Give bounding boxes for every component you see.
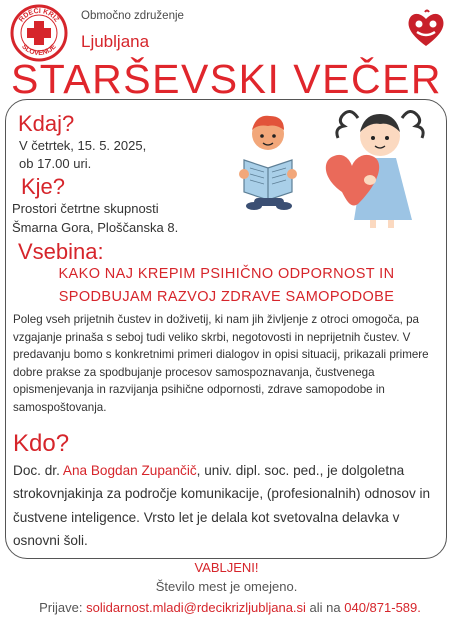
page-title: STARŠEVSKI VEČER <box>10 56 443 102</box>
speaker-bio: , univ. dipl. soc. ped., je dolgoletna strokovnjakinja za področje komunikacije, (profesionalnih) odnosov in čustvene inteligence. Vrsto let je delala kot svetovalna delavka v osnovni šoli. <box>13 463 431 548</box>
girl-heart-icon <box>326 111 423 228</box>
boy-reading-icon <box>239 116 297 210</box>
contact-phone[interactable]: 040/871-589. <box>344 600 421 615</box>
logo-text-bottom: SLOVENIJE <box>20 43 58 58</box>
apply-label: Prijave: <box>39 600 87 615</box>
who-heading: Kdo? <box>13 430 70 457</box>
where-place: Prostori četrtne skupnosti <box>12 201 159 216</box>
children-illustration <box>230 108 430 228</box>
content-heading: Vsebina: <box>18 239 104 264</box>
who-text <box>13 459 441 552</box>
registration-info <box>20 598 440 618</box>
where-heading: Kje? <box>21 174 66 199</box>
logo-text-top: RDEČI KRIŽ <box>18 7 60 24</box>
org-line: Območno združenje <box>81 10 184 22</box>
speaker-title: Doc. dr. <box>13 463 63 478</box>
red-cross-logo <box>10 4 68 62</box>
where-address: Šmarna Gora, Ploščanska 8. <box>12 220 179 235</box>
description-text: Poleg vseh prijetnih čustev in doživetij, ki nam jih življenje z otroci omogoča, pa vzgajanje prinaša s seboj tudi veliko skrbi, negotovosti in neprijetnih čustev. V predavanju bomo s konkretnimi primeri dialogov in opisi situacij, prikazali primere dobre prakse za spodbujanje procesov samospoznavanja, čustvenega opismenjevanja in razvijanja psihične odpornosti, zdrave samopodobe in samospoštovanja. <box>13 313 429 414</box>
topic-line-2: SPODBUJAM RAZVOJ ZDRAVE SAMOPODOBE <box>58 289 395 305</box>
limited-seats-text: Število mest je omejeno. <box>155 579 298 594</box>
org-city: Ljubljana <box>81 32 150 51</box>
when-heading: Kdaj? <box>18 111 75 136</box>
or-text: ali na <box>305 600 345 615</box>
heart-hands-logo <box>407 8 445 48</box>
when-time: ob 17.00 uri. <box>19 156 92 171</box>
when-date: V četrtek, 15. 5. 2025, <box>19 138 147 153</box>
topic-line-1: KAKO NAJ KREPIM PSIHIČNO ODPORNOST IN <box>58 266 395 282</box>
contact-email[interactable]: solidarnost.mladi@rdecikrizljubljana.si <box>86 600 306 615</box>
speaker-name: Ana Bogdan Zupančič <box>62 463 197 478</box>
invite-text: VABLJENI! <box>194 560 259 575</box>
